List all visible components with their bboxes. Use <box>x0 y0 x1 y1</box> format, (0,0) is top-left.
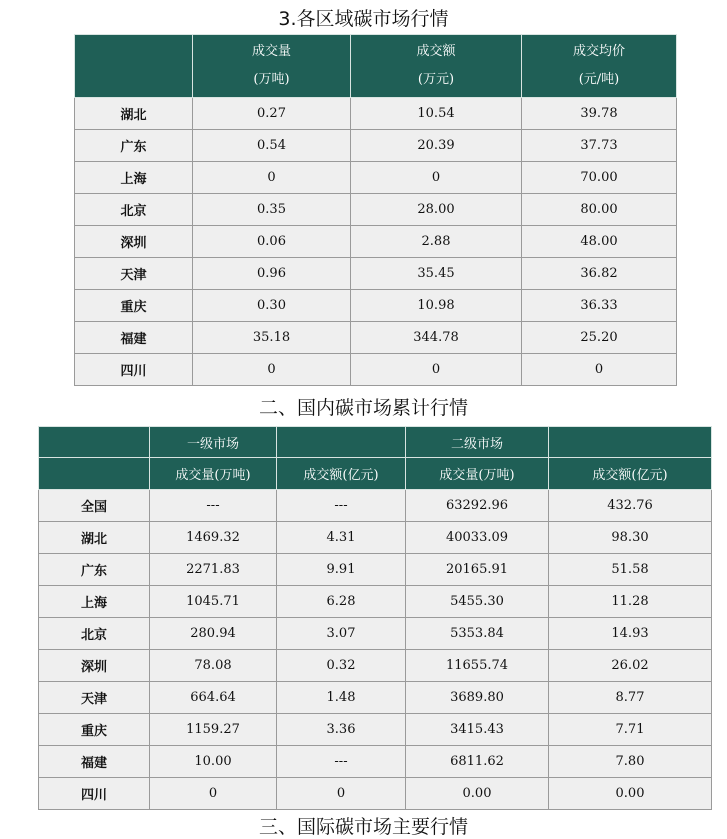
row-region-name: 福建 <box>39 746 150 778</box>
table-row <box>75 226 677 258</box>
table-cell: 1045.71 <box>150 586 277 618</box>
table-cell: 0 <box>522 354 677 386</box>
row-region-name: 湖北 <box>75 98 193 130</box>
table-sub-header-row <box>39 458 712 490</box>
row-region-name: 湖北 <box>39 522 150 554</box>
row-region-name: 四川 <box>75 354 193 386</box>
row-region-name: 深圳 <box>39 650 150 682</box>
table-cell: 3415.43 <box>406 714 549 746</box>
table-cell: 0.30 <box>193 290 351 322</box>
table-cell: 25.20 <box>522 322 677 354</box>
table-cell: 1.48 <box>277 682 406 714</box>
table-cell: 20165.91 <box>406 554 549 586</box>
table-cell: 11.28 <box>549 586 712 618</box>
table-cell: 0.00 <box>406 778 549 810</box>
table-cell: 1469.32 <box>150 522 277 554</box>
regional-market-table <box>74 34 677 386</box>
table-row <box>75 162 677 194</box>
table-cell: 80.00 <box>522 194 677 226</box>
table-cell: 0 <box>277 778 406 810</box>
table-cell: 7.80 <box>549 746 712 778</box>
header-amount: 成交额 (万元) <box>351 35 522 98</box>
table-cell: 78.08 <box>150 650 277 682</box>
table-cell: 10.54 <box>351 98 522 130</box>
row-region-name: 重庆 <box>39 714 150 746</box>
table-row <box>39 618 712 650</box>
table-cell: 28.00 <box>351 194 522 226</box>
table-row <box>75 194 677 226</box>
table-cell: 2271.83 <box>150 554 277 586</box>
table-cell: 36.33 <box>522 290 677 322</box>
row-region-name: 天津 <box>75 258 193 290</box>
header-secondary-volume: 成交量(万吨) <box>406 458 549 490</box>
table-group-header-row <box>39 427 712 458</box>
section-title-domestic-cumulative: 二、国内碳市场累计行情 <box>258 397 468 419</box>
row-region-name: 天津 <box>39 682 150 714</box>
header-blank-3 <box>549 427 712 458</box>
table-cell: 0 <box>150 778 277 810</box>
table-cell: 3.36 <box>277 714 406 746</box>
domestic-cumulative-table <box>38 426 712 810</box>
table-cell: 0 <box>351 354 522 386</box>
table-row <box>39 554 712 586</box>
table-cell: 280.94 <box>150 618 277 650</box>
table-cell: 35.45 <box>351 258 522 290</box>
table-row <box>39 778 712 810</box>
table-cell: 0.27 <box>193 98 351 130</box>
table-row <box>39 586 712 618</box>
section-title-international-market: 三、国际碳市场主要行情 <box>258 816 468 838</box>
row-region-name: 广东 <box>39 554 150 586</box>
table-cell: 0.32 <box>277 650 406 682</box>
header-secondary-amount: 成交额(亿元) <box>549 458 712 490</box>
header-blank <box>39 427 150 458</box>
table-cell: 2.88 <box>351 226 522 258</box>
row-region-name: 全国 <box>39 490 150 522</box>
row-region-name: 深圳 <box>75 226 193 258</box>
table-cell: 5353.84 <box>406 618 549 650</box>
table-row <box>39 714 712 746</box>
table-row <box>39 682 712 714</box>
table-cell: --- <box>277 490 406 522</box>
table-cell: 40033.09 <box>406 522 549 554</box>
header-secondary-market: 二级市场 <box>406 427 549 458</box>
table-cell: 10.00 <box>150 746 277 778</box>
table-cell: 0.35 <box>193 194 351 226</box>
table-cell: 35.18 <box>193 322 351 354</box>
row-region-name: 广东 <box>75 130 193 162</box>
header-primary-market: 一级市场 <box>150 427 277 458</box>
table-cell: 11655.74 <box>406 650 549 682</box>
table-cell: 37.73 <box>522 130 677 162</box>
table-cell: 14.93 <box>549 618 712 650</box>
table-row <box>39 490 712 522</box>
table-row <box>75 98 677 130</box>
table-cell: 36.82 <box>522 258 677 290</box>
table-row <box>39 746 712 778</box>
header-volume: 成交量 (万吨) <box>193 35 351 98</box>
header-avg-price: 成交均价 (元/吨) <box>522 35 677 98</box>
table-cell: 0.54 <box>193 130 351 162</box>
section-title-regional-market: 3.各区域碳市场行情 <box>278 8 449 30</box>
table-cell: 3.07 <box>277 618 406 650</box>
table-cell: 344.78 <box>351 322 522 354</box>
row-region-name: 上海 <box>75 162 193 194</box>
table-cell: 4.31 <box>277 522 406 554</box>
table-cell: 0 <box>351 162 522 194</box>
header-blank-2 <box>277 427 406 458</box>
row-region-name: 重庆 <box>75 290 193 322</box>
table-cell: 6.28 <box>277 586 406 618</box>
table-cell: 0 <box>193 162 351 194</box>
header-blank-4 <box>39 458 150 490</box>
table-row <box>75 322 677 354</box>
table-cell: 48.00 <box>522 226 677 258</box>
table-cell: 51.58 <box>549 554 712 586</box>
table-row <box>75 354 677 386</box>
table-row <box>75 258 677 290</box>
table-cell: 0.00 <box>549 778 712 810</box>
row-region-name: 四川 <box>39 778 150 810</box>
table-row <box>75 130 677 162</box>
table-row <box>39 650 712 682</box>
table-cell: 8.77 <box>549 682 712 714</box>
table-cell: 63292.96 <box>406 490 549 522</box>
table-row <box>75 290 677 322</box>
table-cell: 20.39 <box>351 130 522 162</box>
table-cell: 0.96 <box>193 258 351 290</box>
table-cell: 39.78 <box>522 98 677 130</box>
row-region-name: 福建 <box>75 322 193 354</box>
table-cell: --- <box>150 490 277 522</box>
table-header-row <box>75 35 677 98</box>
table-cell: 7.71 <box>549 714 712 746</box>
table-cell: 6811.62 <box>406 746 549 778</box>
table-cell: 9.91 <box>277 554 406 586</box>
table-cell: 0.06 <box>193 226 351 258</box>
header-region <box>75 35 193 98</box>
row-region-name: 北京 <box>75 194 193 226</box>
row-region-name: 上海 <box>39 586 150 618</box>
table-cell: 5455.30 <box>406 586 549 618</box>
table-cell: 10.98 <box>351 290 522 322</box>
table-row <box>39 522 712 554</box>
table-cell: 1159.27 <box>150 714 277 746</box>
table-cell: 432.76 <box>549 490 712 522</box>
table-cell: 664.64 <box>150 682 277 714</box>
table-cell: 70.00 <box>522 162 677 194</box>
table-cell: 26.02 <box>549 650 712 682</box>
table-cell: 98.30 <box>549 522 712 554</box>
header-primary-amount: 成交额(亿元) <box>277 458 406 490</box>
table-cell: --- <box>277 746 406 778</box>
table-cell: 0 <box>193 354 351 386</box>
header-primary-volume: 成交量(万吨) <box>150 458 277 490</box>
row-region-name: 北京 <box>39 618 150 650</box>
table-cell: 3689.80 <box>406 682 549 714</box>
